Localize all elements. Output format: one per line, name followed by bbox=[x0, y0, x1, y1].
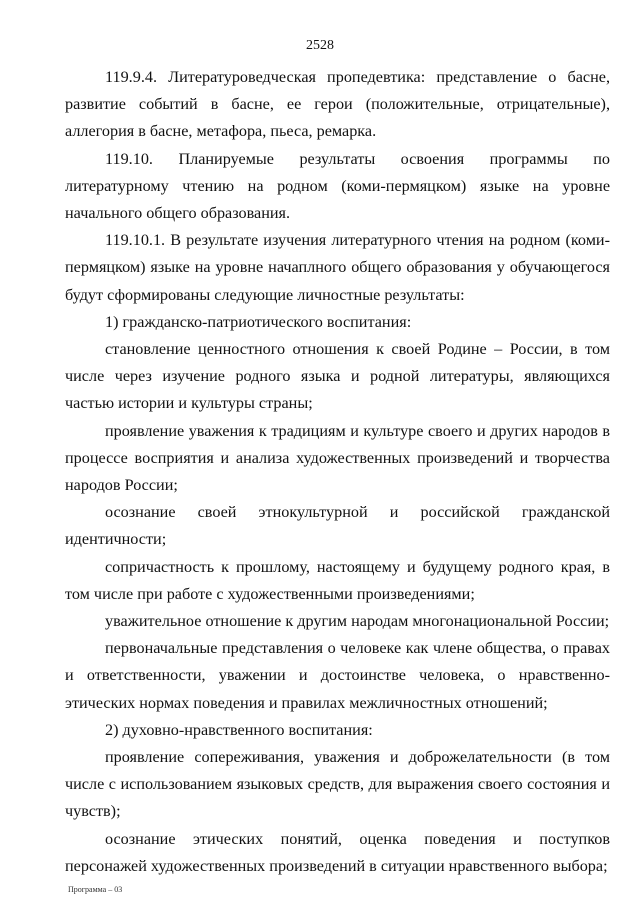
paragraph-ethical-concepts: осознание этических понятий, оценка поведения и поступков персонажей художественных произведений в ситуации нравственного выбора; bbox=[65, 829, 610, 875]
paragraph-literary-propaedeutics: 119.9.4. Литературоведческая пропедевтика: представление о басне, развитие событий в басне, ее герои (положительные, отрицательные), аллегория в басне, метафора, пьеса, ремарка. bbox=[65, 68, 610, 141]
paragraph-human-in-society: первоначальные представления о человеке как члене общества, о правах и ответственности, уважении и достоинстве человека, о нравственно-этических нормах поведения и правилах межличностных отношений; bbox=[65, 639, 610, 712]
paragraph-motherland-values: становление ценностного отношения к своей Родине – России, в том числе через изучение родного языка и родной литературы, являющихся частью истории и культуры страны; bbox=[65, 340, 610, 413]
paragraph-empathy: проявление сопереживания, уважения и доброжелательности (в том числе с использованием языковых средств, для выражения своего состояния и чувств); bbox=[65, 748, 610, 821]
page-number: 2528 bbox=[306, 38, 334, 53]
footer-program-label: Программа – 03 bbox=[68, 885, 123, 894]
paragraph-personal-results-intro: 119.10.1. В результате изучения литературного чтения на родном (коми-пермяцком) языке на уровне начаплного общего образования у обучающегося будут сформированы следующие личностные результаты: bbox=[65, 231, 610, 304]
document-body bbox=[65, 64, 610, 880]
heading-civic-patriotic: 1) гражданско-патриотического воспитания: bbox=[105, 312, 412, 331]
paragraph-respect-traditions: проявление уважения к традициям и культуре своего и других народов в процессе восприятия и анализа художественных произведений и творчества народов России; bbox=[65, 421, 610, 495]
heading-spiritual-moral: 2) духовно-нравственного воспитания: bbox=[105, 720, 373, 739]
paragraph-planned-results: 119.10. Планируемые результаты освоения программы по литературному чтению на родном (коми-пермяцком) языке на уровне начального общего образования. bbox=[65, 149, 610, 223]
paragraph-respect-peoples: уважительное отношение к другим народам многонациональной России; bbox=[105, 612, 610, 631]
paragraph-ethnocultural-identity: осознание своей этнокультурной и российской гражданской идентичности; bbox=[65, 503, 610, 549]
paragraph-native-land: сопричастность к прошлому, настоящему и будущему родного края, в том числе при работе с художественными произведениями; bbox=[65, 557, 610, 603]
